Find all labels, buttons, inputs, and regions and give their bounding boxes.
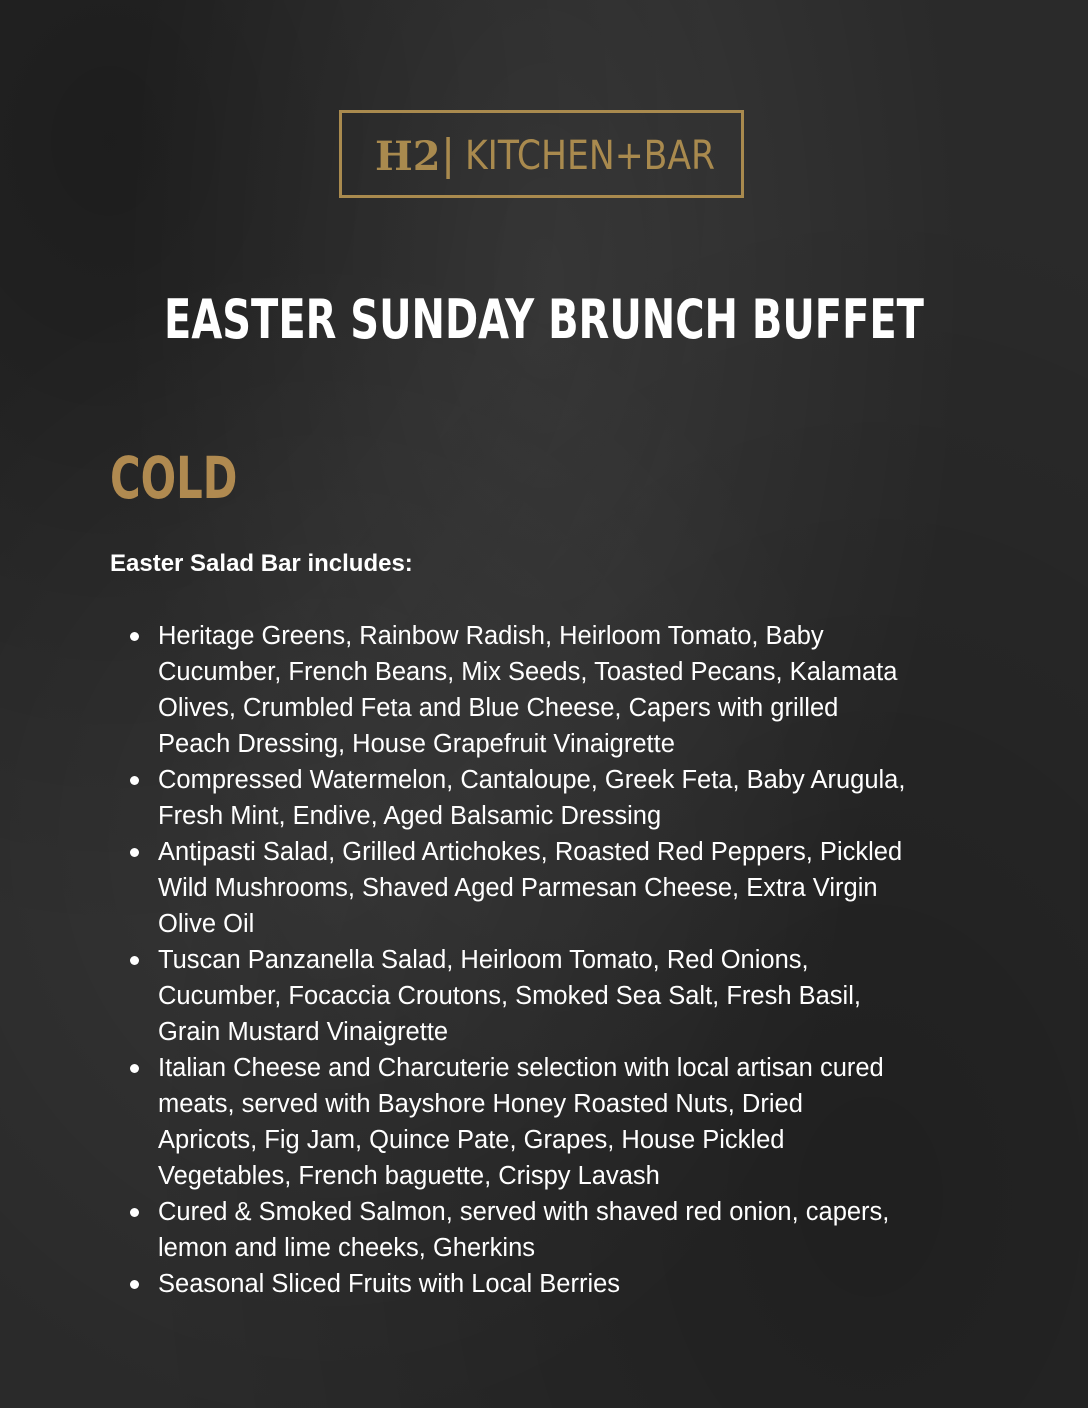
section-intro: Easter Salad Bar includes: xyxy=(110,550,413,577)
section-title: COLD xyxy=(110,444,238,512)
item-line: Seasonal Sliced Fruits with Local Berries xyxy=(158,1270,621,1298)
item-line: meats, served with Bayshore Honey Roasted Nuts, Dried xyxy=(158,1090,803,1118)
list-item xyxy=(130,1194,1010,1266)
item-line: Wild Mushrooms, Shaved Aged Parmesan Cheese, Extra Virgin xyxy=(158,874,878,902)
item-line: Tuscan Panzanella Salad, Heirloom Tomato, Red Onions, xyxy=(158,946,809,974)
item-line: Olives, Crumbled Feta and Blue Cheese, Capers with grilled xyxy=(158,694,839,722)
bullet-icon xyxy=(130,1064,139,1073)
item-line: Grain Mustard Vinaigrette xyxy=(158,1018,449,1046)
item-line: Italian Cheese and Charcuterie selection with local artisan cured xyxy=(158,1054,884,1082)
bullet-icon xyxy=(130,776,139,785)
item-line: Olive Oil xyxy=(158,910,255,938)
logo-monogram: H2 xyxy=(374,133,441,180)
logo-graphic xyxy=(357,124,727,184)
item-line: lemon and lime cheeks, Gherkins xyxy=(158,1234,536,1262)
item-line: Compressed Watermelon, Cantaloupe, Greek Feta, Baby Arugula, xyxy=(158,766,906,794)
list-item xyxy=(130,942,1010,1050)
item-line: Cucumber, Focaccia Croutons, Smoked Sea Salt, Fresh Basil, xyxy=(158,982,861,1010)
logo-text: KITCHEN+BAR xyxy=(464,133,715,179)
item-line: Heritage Greens, Rainbow Radish, Heirloom Tomato, Baby xyxy=(158,622,824,650)
bullet-icon xyxy=(130,1208,139,1217)
bullet-icon xyxy=(130,1280,139,1289)
item-line: Vegetables, French baguette, Crispy Lavash xyxy=(158,1162,660,1190)
logo-separator: | xyxy=(440,130,455,179)
item-line: Peach Dressing, House Grapefruit Vinaigrette xyxy=(158,730,675,758)
item-line: Antipasti Salad, Grilled Artichokes, Roasted Red Peppers, Pickled xyxy=(158,838,903,866)
list-item xyxy=(130,1266,1010,1302)
list-item xyxy=(130,1050,1010,1194)
item-line: Cured & Smoked Salmon, served with shaved red onion, capers, xyxy=(158,1198,890,1226)
bullet-icon xyxy=(130,956,139,965)
list-item xyxy=(130,762,1010,834)
page-title: EASTER SUNDAY BRUNCH BUFFET xyxy=(164,288,924,351)
list-item xyxy=(130,618,1010,762)
menu-item-list xyxy=(130,618,1010,1302)
brand-logo xyxy=(339,110,744,198)
bullet-icon xyxy=(130,848,139,857)
item-line: Apricots, Fig Jam, Quince Pate, Grapes, House Pickled xyxy=(158,1126,785,1154)
item-line: Fresh Mint, Endive, Aged Balsamic Dressing xyxy=(158,802,662,830)
item-line: Cucumber, French Beans, Mix Seeds, Toasted Pecans, Kalamata xyxy=(158,658,898,686)
list-item xyxy=(130,834,1010,942)
bullet-icon xyxy=(130,632,139,641)
